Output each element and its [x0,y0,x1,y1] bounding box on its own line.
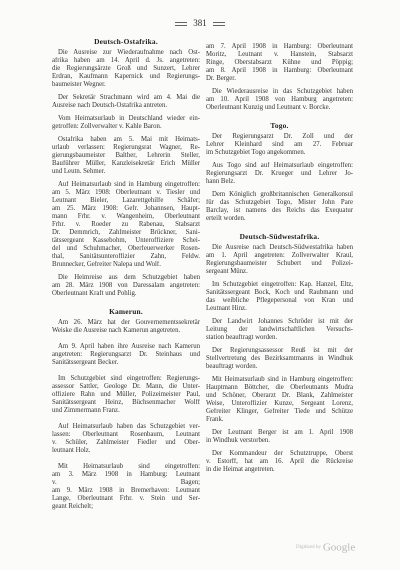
text-line: am 9. März 1908 in Bremerhaven: Leutnant [52,487,200,494]
section [52,308,200,511]
text-line: Dr. Berger. [206,75,236,82]
text-line: Leutnant Hinz. [206,305,247,312]
text-line: am 28. März 1908 von Daressalam angetreten: [52,282,200,289]
section-heading: Deutsch-Ostafrika. [94,37,158,46]
text-line: Der Regierungsarzt Dr. Zoll und der [212,133,353,140]
google-watermark [296,538,376,554]
text-line: am 10. April 1908 von Hamburg angetreten: [206,96,353,103]
section [206,122,353,223]
paragraph [52,343,200,367]
text-line: Sanitätssergeant Becker. [52,359,119,366]
text-line: Weiske die Ausreise nach Kamerun angetreten. [52,327,181,334]
text-line: afrika haben am 14. April d. Js. angetreten: [52,57,200,64]
text-line: Mit Heimatsurlaub sind in Hamburg eingetroffen: [212,376,353,383]
text-line: Oberleutnant Kunzig und Leutnant v. Borcke. [206,104,331,111]
text-line: Lehrer Kleinhard sind am 27. Februar [206,141,353,148]
text-line: im Schutzgebiet Togo angekommen. [206,149,306,156]
text-line: Vom Heimatsurlaub in Deutschland wieder ein- [58,115,200,122]
paragraph [52,463,200,511]
paragraph [206,429,353,445]
text-line: Leutnant Bieler, Lazarettgehilfe Schäfer; [52,197,200,204]
paragraph [206,43,353,83]
paragraph [52,94,200,110]
text-line: urlaub verlassen: Regierungsrat Wagner, Re- [52,144,200,151]
text-line: am 25. März 1908: Gefr. Johannsen, Haupt- [52,205,200,212]
text-line: für das Schutzgebiet Togo, Mister John Pare [206,199,353,206]
text-line: getroffen: Zollverwalter v. Kahle Baron. [52,123,162,130]
paragraph [206,88,353,112]
page-number [0,17,400,29]
text-line: die Regierungsärzte Groß und Sunzert, Lehrer [52,65,200,72]
paragraph [52,375,200,415]
text-line: assessor Sattler, Geologe Dr. Mann, die Unter- [52,383,200,390]
text-line: Lange, Oberleutnant Frhr. v. Stein und Ser- [52,495,200,502]
text-line: Dr. Demmrich, Zahlmeister Brückner, Sani- [52,229,200,236]
text-line: Am 26. März hat der Gouvernementssekretär [58,319,200,326]
text-line: Ostafrika haben am 5. Mai mit Heimats- [58,136,200,143]
section-heading: Deutsch-Südwestafrika. [239,232,320,241]
text-line: Der Landwirt Johannes Schröder ist mit der [212,318,353,325]
text-line: Weise, Unteroffizier Kunze, Sergeant Lorenz, [206,400,353,407]
text-line: Auf Heimatsurlaub haben das Schutzgebiet ver- [58,423,200,430]
text-line: v. Bagen; [52,479,200,486]
text-line: Der Regierungsassessor Reuß ist mit der [212,347,353,354]
text-line: station beauftragt worden. [206,334,278,341]
text-line: in die Heimat angetreten. [206,466,275,473]
text-line: Im Schutzgebiet sind eingetroffen: Regierungs- [58,375,200,382]
paragraph [206,281,353,313]
text-line: erteilt worden. [206,215,246,222]
text-line: lassen: Oberleutnant Rosenbaum, Leutnant [52,431,200,438]
paragraph [52,319,200,335]
text-line: Der Kommandeur der Schutztruppe, Oberst [212,450,353,457]
text-line: Bauführer Müller, Kanzleisekretär Erich Müller [52,160,200,167]
text-line: am 1. April angetreten: Zollverwalter Kraul, [206,252,353,259]
section [206,233,353,474]
paragraph [206,244,353,276]
watermark-brand: Google [322,541,356,554]
text-line: Sanitätssergeant Heinz, Büchsenmacher Wolff [52,399,200,406]
text-line: Oberleutnant Kraft und Pohlig. [52,290,137,297]
text-line: sergeant Münz. [206,268,248,275]
paragraph [52,274,200,298]
ornament-left [175,22,187,26]
paragraph [206,133,353,157]
text-line: Frank. [206,416,224,423]
paragraph [52,49,200,89]
paragraph [52,115,200,131]
text-line: Frhr. v. Roeder zu Rabenau, Stabsarzt [52,221,200,228]
text-line: am 7. April 1908 in Hamburg: Oberleutnant [206,43,353,50]
watermark-prefix: Digitized by [296,544,321,550]
text-line: und Schöner, Oberarzt Dr. Blank, Zahlmeister [206,392,353,399]
text-line: beauftragt worden. [206,363,258,370]
text-line: Im Schutzgebiet eingetroffen: Kap. Hanzel, Eltz, [212,281,353,288]
text-line: Auf Heimatsurlaub sind in Hamburg eingetroffen: [58,181,200,188]
text-line: Moritz, Leutnant v. Hanstein, Stabsarzt [206,51,353,58]
text-line: Der Sekretär Strachmann wird am 4. Mai die [58,94,200,101]
paragraph [52,423,200,455]
text-line: tätssergeant Kassebohm, Unteroffiziere Schei- [52,237,200,244]
text-line: v. Schüler, Zahlmeister Fiedler und Ober- [52,439,200,446]
section-heading: Togo. [270,121,289,130]
paragraph [52,181,200,269]
paragraph [52,136,200,176]
text-line: Am 9. April haben ihre Ausreise nach Kamerun [58,343,200,350]
text-line: Der Leutnant Berger ist am 1. April 1908 [212,429,353,436]
text-line: Leitung der landwirtschaftlichen Versuchs- [206,326,353,333]
text-line: leutnant Holz. [52,447,91,454]
text-line: am 5. März 1908: Oberleutnant v. Tiesler und [52,189,200,196]
text-line: offiziere Rahn und Müller, Polizeimeister Paul, [52,391,200,398]
text-line: Regierungsarzt Dr. Krueger und Lehrer Jo- [206,170,353,177]
text-line: baumeister Wegner. [52,81,106,88]
text-line: am 8. April 1908 in Hamburg: Oberleutnant [206,67,353,74]
text-line: und Zimmermann Franz. [52,407,120,414]
paragraph [206,450,353,474]
text-line: Die Heimreise aus dem Schutzgebiet haben [58,274,200,281]
text-line: das weibliche Pflegepersonal von Kran und [206,297,353,304]
text-line: Erdran, Kaufmann Kapernick und Regierungs- [52,73,200,80]
text-line: mann Frhr. v. Wangenheim, Oberleutnant [52,213,200,220]
section [206,43,353,112]
text-line: geant Reichelt; [52,503,93,510]
column-right [206,38,353,474]
paragraph [206,347,353,371]
text-line: Dem Königlich großbritannischen Generalkonsul [212,191,353,198]
column-left [52,38,200,511]
text-line: Hauptmann Böttcher, die Oberleutnants Mudra [206,384,353,391]
page-number-text: 381 [193,18,207,28]
ornament-right [213,22,225,26]
text-line: angetreten: Regierungsarzt Dr. Steinhaus und [52,351,200,358]
text-line: Mit Heimatsurlaub sind eingetroffen: [58,463,200,470]
text-line: Die Ausreise zur Wiederaufnahme nach Ost- [58,49,200,56]
text-line: thal, Sanitätsunteroffizier Zahn, Feldw. [52,253,200,260]
text-line: Ringe, Oberstabsarzt Kühne und Pöppig; [206,59,353,66]
paragraph [206,376,353,424]
paragraph [206,318,353,342]
section-heading: Kamerun. [109,307,143,316]
text-line: am 3. März 1908 in Hamburg: Leutnant [52,471,200,478]
text-line: Sanitätssergeant Bock, Koch und Raubmann und [206,289,353,296]
text-line: Aus Togo sind auf Heimatsurlaub eingetroffen: [212,162,353,169]
text-line: v. Estorff, hat am 16. April die Rückreise [206,458,353,465]
text-line: und Leutn. Sehmer. [52,168,106,175]
text-line: gierungsbaumeister Balther, Lehrerin Steller, [52,152,200,159]
paragraph [206,162,353,186]
text-line: Die Ausreise nach Deutsch-Südwestafrika haben [212,244,353,251]
section [52,38,200,298]
text-line: Gefreiter Klinger, Gefreiter Tiede und Schütze [206,408,353,415]
text-line: Die Wiederausreise in das Schutzgebiet haben [212,88,353,95]
text-line: del und Schuhmacher, Oberfeuerwerker Rosen- [52,245,200,252]
text-line: in Windhuk verstorben. [206,437,270,444]
text-line: Ausreise nach Deutsch-Ostafrika antreten. [52,102,168,109]
paragraph [206,191,353,223]
text-line: Brunnecker, Gefreiter Nalepa und Wolf. [52,261,161,268]
text-line: Barclay, ist namens des Reichs das Exequatur [206,207,353,214]
text-line: Stellvertretung des Bezirksamtmanns in Windhuk [206,355,353,362]
text-line: Regierungsbaumeister Schubert und Polizei- [206,260,353,267]
text-line: hann Belz. [206,178,236,185]
